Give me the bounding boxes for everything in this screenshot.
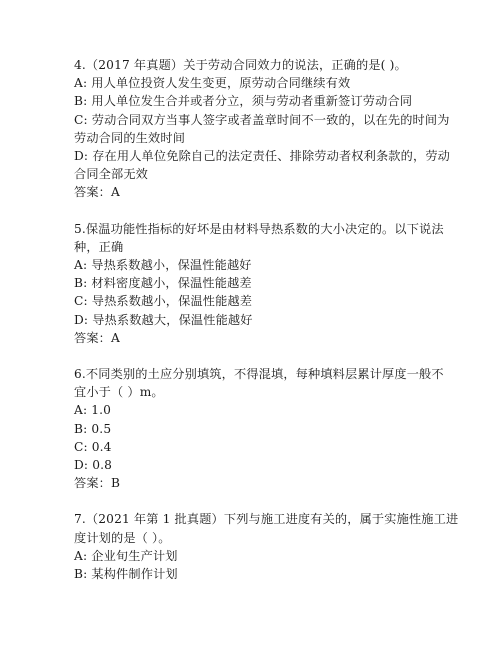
document-page	[74, 56, 459, 601]
option-c: C: 劳动合同双方当事人签字或者盖章时间不一致的，以在先的时间为	[74, 112, 450, 127]
question-7	[74, 510, 459, 583]
option-b: B: 用人单位发生合并或者分立，须与劳动者重新签订劳动合同	[74, 94, 413, 109]
option-d: D: 导热系数越大，保温性能越好	[74, 312, 253, 327]
option-d-continued: 合同全部无效	[74, 167, 149, 182]
answer: 答案：B	[74, 476, 121, 491]
question-6	[74, 365, 444, 492]
question-stem-line: 6.不同类别的土应分别填筑，不得混填，每种填料层累计厚度一般不	[74, 367, 444, 382]
question-stem-line: 5.保温功能性指标的好坏是由材料导热系数的大小决定的。以下说法	[74, 221, 444, 236]
option-c: C: 0.4	[74, 439, 112, 454]
option-b: B: 某构件制作计划	[74, 567, 178, 582]
option-a: A: 导热系数越小，保温性能越好	[74, 258, 252, 273]
option-a: A: 1.0	[74, 403, 112, 418]
option-a: A: 用人单位投资人发生变更，原劳动合同继续有效	[74, 76, 351, 91]
question-stem-line: 4.（2017 年真题）关于劳动合同效力的说法，正确的是( )。	[74, 58, 407, 72]
option-c-continued: 劳动合同的生效时间	[74, 130, 186, 145]
question-5	[74, 220, 444, 347]
option-c: C: 导热系数越小，保温性能越差	[74, 294, 253, 309]
option-b: B: 0.5	[74, 421, 112, 436]
question-stem-line: 7.（2021 年第 1 批真题）下列与施工进度有关的，属于实施性施工进	[74, 512, 459, 527]
option-d: D: 0.8	[74, 458, 113, 473]
answer: 答案：A	[74, 185, 120, 200]
option-b: B: 材料密度越小，保温性能越差	[74, 276, 252, 291]
option-d: D: 存在用人单位免除自己的法定责任、排除劳动者权利条款的，劳动	[74, 149, 450, 164]
question-stem-line-2: 种，正确	[74, 239, 124, 254]
option-a: A: 企业旬生产计划	[74, 548, 178, 563]
answer: 答案：A	[74, 330, 120, 345]
question-stem-line-2: 度计划的是（ ）。	[74, 530, 171, 545]
question-stem-line-2: 宜小于（ ）m。	[74, 385, 164, 400]
question-4	[74, 56, 450, 202]
